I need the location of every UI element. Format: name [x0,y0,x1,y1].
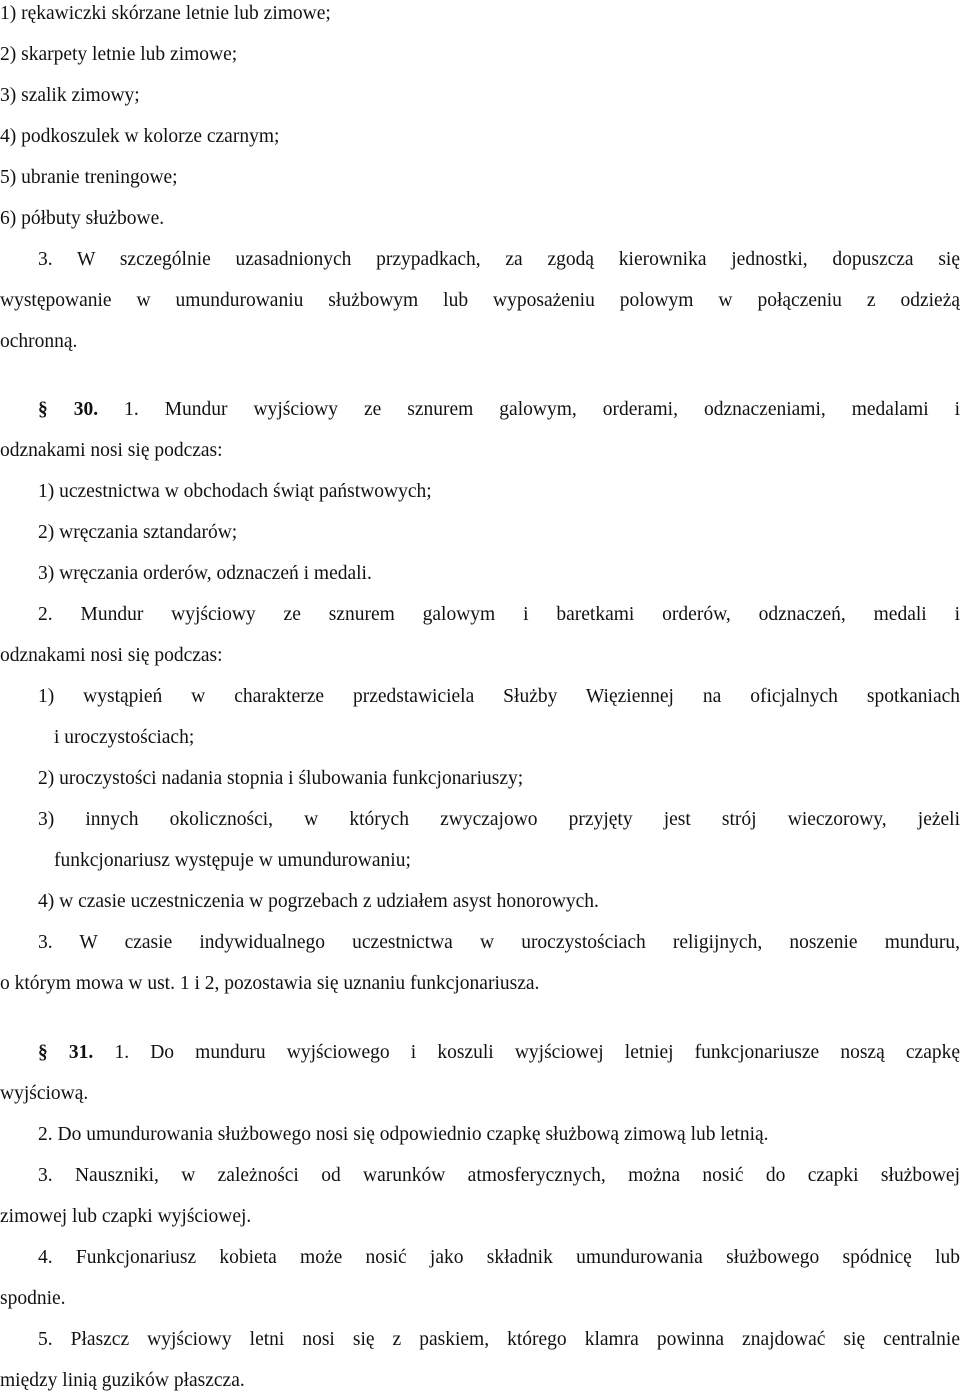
paragraph-line: 3. W szczególnie uzasadnionych przypadkach, za zgodą kierownika jednostki, dopuszcza się [38,249,960,270]
paragraph-line: odznakami nosi się podczas: [0,645,223,666]
section-number: § 31. [38,1042,94,1063]
list-item: 3) szalik zimowy; [0,85,140,106]
paragraph-line: 2. Mundur wyjściowy ze sznurem galowym i baretkami orderów, odznaczeń, medali i [38,604,960,625]
list-item: 1) uczestnictwa w obchodach świąt państwowych; [38,481,432,502]
paragraph-line: występowanie w umundurowaniu służbowym lub wyposażeniu polowym w połączeniu z odzieżą [0,290,960,311]
list-item: funkcjonariusz występuje w umundurowaniu; [54,850,411,871]
paragraph-text: 1. Do munduru wyjściowego i koszuli wyjściowej letniej funkcjonariusze noszą czapkę [114,1042,960,1063]
list-item: i uroczystościach; [54,727,195,748]
list-item: 3) innych okoliczności, w których zwyczajowo przyjęty jest strój wieczorowy, jeżeli [38,809,960,830]
paragraph-line: 5. Płaszcz wyjściowy letni nosi się z paskiem, którego klamra powinna znajdować się centralnie [38,1329,960,1350]
paragraph-line: wyjściową. [0,1083,89,1104]
list-item: 2) uroczystości nadania stopnia i ślubowania funkcjonariuszy; [38,768,524,789]
paragraph-line: między linią guzików płaszcza. [0,1370,245,1391]
paragraph-line: zimowej lub czapki wyjściowej. [0,1206,252,1227]
list-item: 2) skarpety letnie lub zimowe; [0,44,238,65]
list-item: 5) ubranie treningowe; [0,167,178,188]
section-31-intro [0,1041,960,1065]
list-item: 6) półbuty służbowe. [0,208,165,229]
paragraph-line: 4. Funkcjonariusz kobieta może nosić jako składnik umundurowania służbowego spódnicę lub [38,1247,960,1268]
list-item: 1) rękawiczki skórzane letnie lub zimowe; [0,3,331,24]
paragraph-text: 1. Mundur wyjściowy ze sznurem galowym, orderami, odznaczeniami, medalami i [124,399,960,420]
list-item: 2) wręczania sztandarów; [38,522,238,543]
list-item: 3) wręczania orderów, odznaczeń i medali. [38,563,372,584]
list-item: 4) w czasie uczestniczenia w pogrzebach z udziałem asyst honorowych. [38,891,599,912]
section-30-intro [0,398,960,422]
list-item: 1) wystąpień w charakterze przedstawiciela Służby Więziennej na oficjalnych spotkaniach [38,686,960,707]
list-item: 4) podkoszulek w kolorze czarnym; [0,126,280,147]
paragraph-line: ochronną. [0,331,78,352]
paragraph-line: o którym mowa w ust. 1 i 2, pozostawia się uznaniu funkcjonariusza. [0,973,540,994]
paragraph-line: odznakami nosi się podczas: [0,440,223,461]
paragraph-line: 3. W czasie indywidualnego uczestnictwa w uroczystościach religijnych, noszenie munduru, [38,932,960,953]
paragraph-line: 3. Nauszniki, w zależności od warunków atmosferycznych, można nosić do czapki służbowej [38,1165,960,1186]
paragraph-line: spodnie. [0,1288,66,1309]
paragraph-line: 2. Do umundurowania służbowego nosi się odpowiednio czapkę służbową zimową lub letnią. [38,1124,769,1145]
section-number: § 30. [38,399,99,420]
